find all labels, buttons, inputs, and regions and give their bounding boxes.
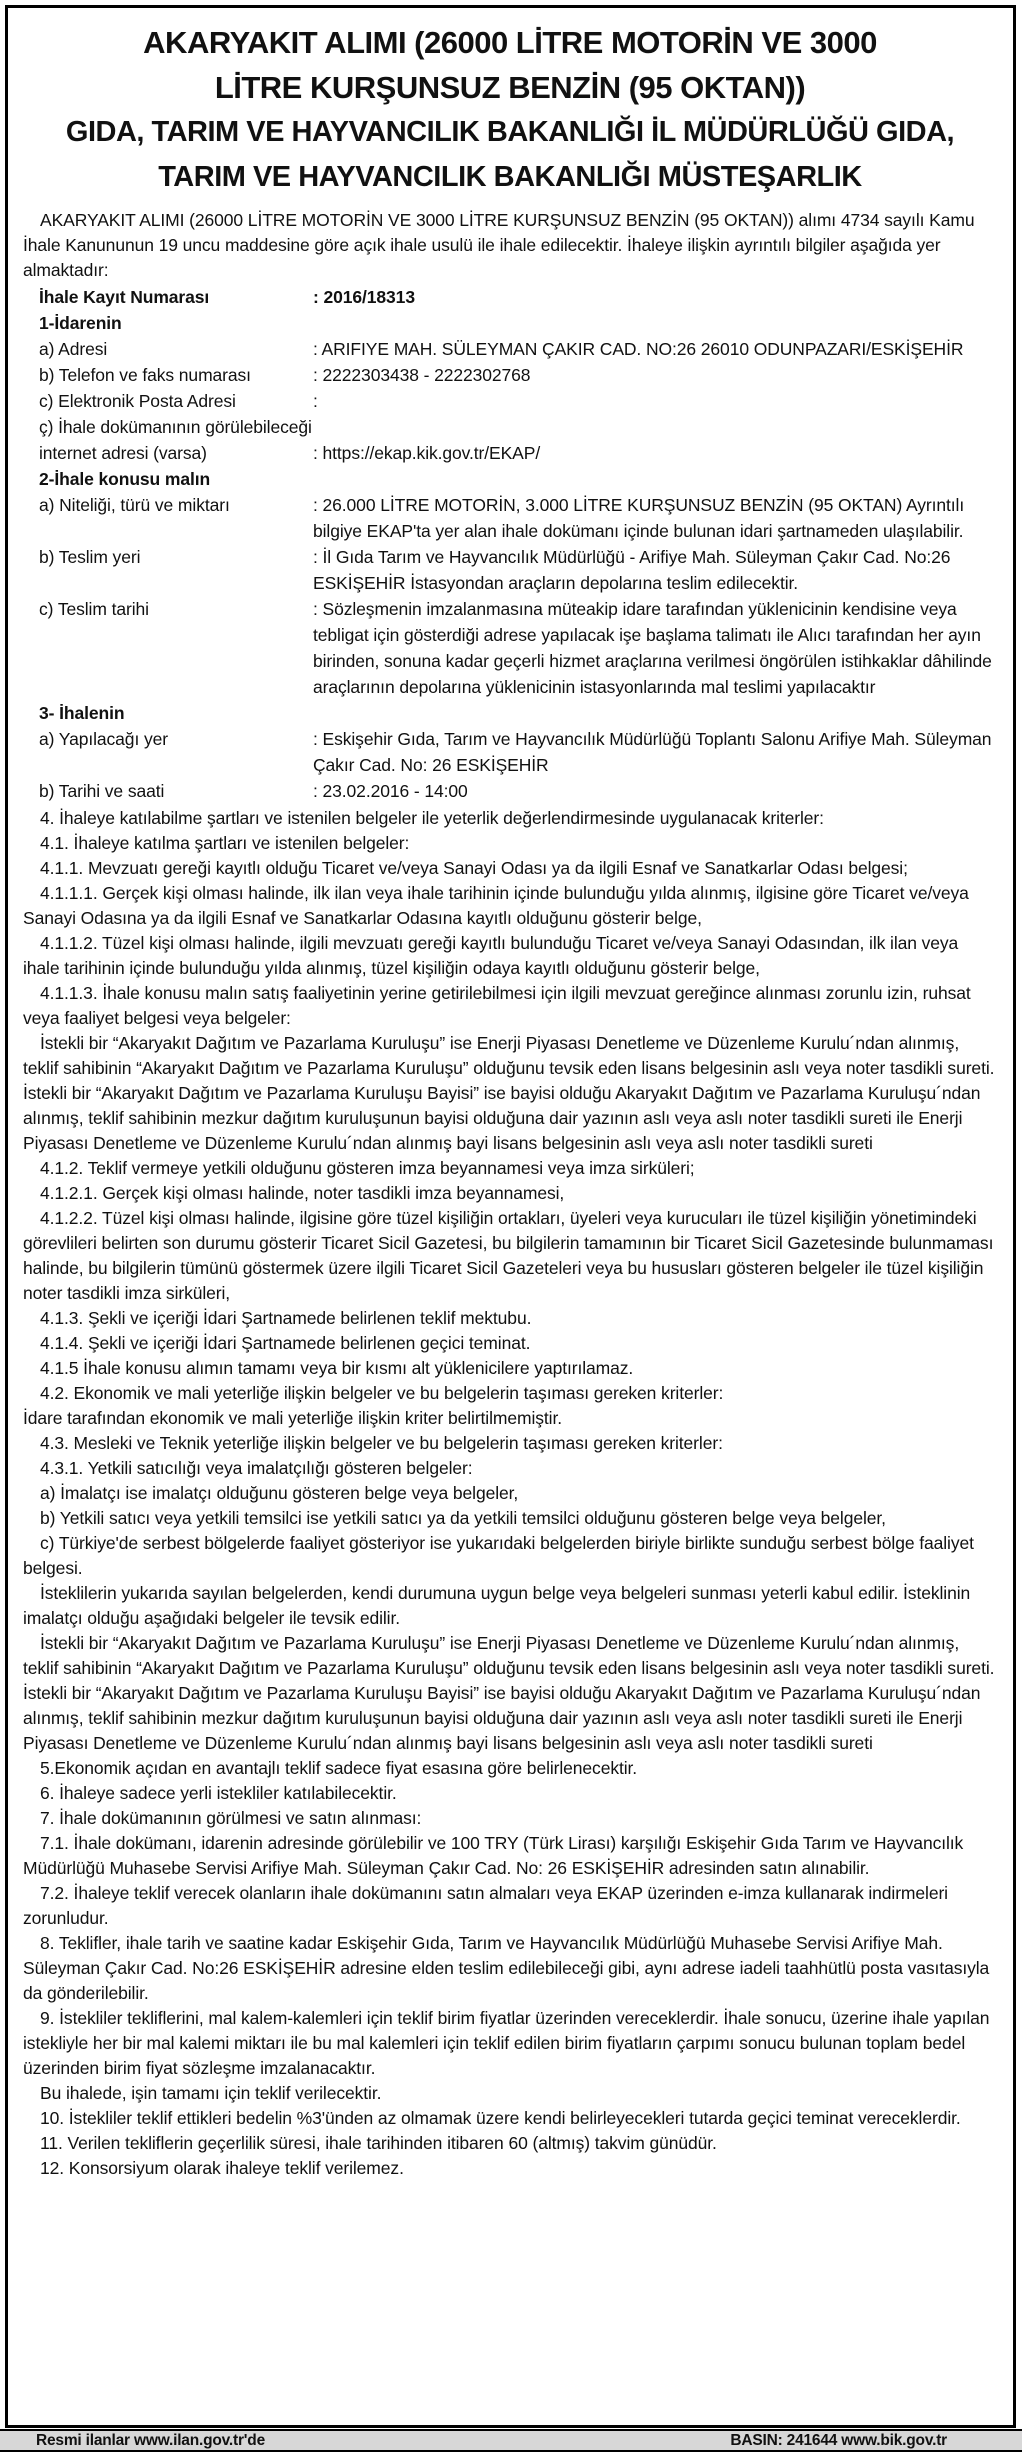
kv-label: internet adresi (varsa)	[39, 443, 207, 463]
kv-row-tender-datetime	[23, 778, 997, 804]
paragraph-4-1-2: 4.1.2. Teklif vermeye yetkili olduğunu gösteren imza beyannamesi veya imza sirküleri;	[40, 1158, 695, 1178]
kv-value	[313, 700, 997, 726]
paragraph-9: 9. İstekliler tekliflerini, mal kalem-kalemleri için teklif birim fiyatlar üzerinden vereceklerdir. İhale sonucu, üzerine ihale yapılan istekliyle her bir mal kalemi miktarı ile bu mal kalemleri için teklif edilen birim fiyatların çarpımı sonucu bulunan toplam bedel üzerinden birim fiyat sözleşme imzalanacaktır.	[23, 2008, 990, 2078]
footer-right-text: BASIN: 241644 www.bik.gov.tr	[730, 2431, 947, 2449]
intro-paragraph: AKARYAKIT ALIMI (26000 LİTRE MOTORİN VE 3000 LİTRE KURŞUNSUZ BENZİN (95 OKTAN)) alımı 4734 sayılı Kamu İhale Kanununun 19 uncu maddesine göre açık ihale usulü ile ihale edilecektir. İhaleye ilişkin ayrıntılı bilgiler aşağıda yer almaktadır:	[23, 210, 975, 280]
kv-label: b) Teslim yeri	[39, 547, 141, 567]
paragraph-4-1-5: 4.1.5 İhale konusu alımın tamamı veya bir kısmı alt yüklenicilere yaptırılamaz.	[40, 1358, 634, 1378]
paragraph-7: 7. İhale dokümanının görülmesi ve satın alınması:	[40, 1808, 422, 1828]
paragraph-5: 5.Ekonomik açıdan en avantajlı teklif sadece fiyat esasına göre belirlenecektir.	[40, 1758, 638, 1778]
kv-row-registry-number	[23, 284, 997, 310]
paragraph-4-1-1-3: 4.1.1.3. İhale konusu malın satış faaliyetinin yerine getirilebilmesi için ilgili mevzuat gereğince alınması zorunlu izin, ruhsat veya faaliyet belgesi veya belgeler:	[23, 983, 971, 1028]
kv-row-address	[23, 336, 997, 362]
key-value-block	[23, 284, 997, 804]
kv-row-delivery-date	[23, 596, 997, 700]
kv-value: : 2222303438 - 2222302768	[313, 365, 531, 385]
kv-value: : ARIFIYE MAH. SÜLEYMAN ÇAKIR CAD. NO:26 26010 ODUNPAZARI/ESKİŞEHİR	[313, 339, 964, 359]
body-block	[23, 806, 997, 2181]
paragraph-4-3-1-c: c) Türkiye'de serbest bölgelerde faaliyet gösteriyor ise yukarıdaki belgelerden biriyle birlikte sunduğu serbest bölge faaliyet belgesi.	[23, 1533, 974, 1578]
announcement-frame	[5, 5, 1016, 2428]
kv-value: : Sözleşmenin imzalanmasına müteakip idare tarafından yüklenicinin kendisine veya tebligat için gösterdiği adrese yapılacak işe başlama talimatı ile Alıcı tarafından her ayın birinden, sonuna kadar geçerli hizmet araçlarına verilmesi öngörülen istihkaklar dâhilinde araçlarının depolarına yüklenicinin istasyonlarında mal teslimi yapılacaktır	[313, 599, 992, 697]
footer-left-text: Resmi ilanlar www.ilan.gov.tr'de	[36, 2431, 265, 2449]
kv-value: : https://ekap.kik.gov.tr/EKAP/	[313, 443, 541, 463]
paragraph-license: İstekli bir “Akaryakıt Dağıtım ve Pazarlama Kuruluşu” ise Enerji Piyasası Denetleme ve Düzenleme Kurulu´ndan alınmış, teklif sahibinin “Akaryakıt Dağıtım ve Pazarlama Kuruluşu” olduğunu tevsik eden lisans belgesinin aslı veya noter tasdikli sureti. İstekli bir “Akaryakıt Dağıtım ve Pazarlama Kuruluşu Bayisi” ise bayisi olduğu Akaryakıt Dağıtım ve Pazarlama Kuruluşu´ndan alınmış, teklif sahibinin mezkur dağıtım kuruluşunun bayisi olduğuna dair yazının aslı veya aslı noter tasdikli sureti ile Enerji Piyasası Denetleme ve Düzenleme Kurulu´ndan alınmış bayi lisans belgesinin aslı veya aslı noter tasdikli sureti	[23, 1033, 995, 1153]
kv-row-phone-fax	[23, 362, 997, 388]
kv-section-idarenin	[23, 310, 997, 336]
paragraph-idare-kriter: İdare tarafından ekonomik ve mali yeterliğe ilişkin kriter belirtilmemiştir.	[23, 1408, 562, 1428]
paragraph-6: 6. İhaleye sadece yerli istekliler katılabilecektir.	[40, 1783, 397, 1803]
kv-label: a) Yapılacağı yer	[39, 729, 168, 749]
paragraph-4-3-1-a: a) İmalatçı ise imalatçı olduğunu gösteren belge veya belgeler,	[40, 1483, 519, 1503]
paragraph-7-1: 7.1. İhale dokümanı, idarenin adresinde görülebilir ve 100 TRY (Türk Lirası) karşılığı Eskişehir Gıda Tarım ve Hayvancılık Müdürlüğü Muhasebe Servisi Arifiye Mah. Süleyman Çakır Cad. No: 26 ESKİŞEHİR adresinden satın alınabilir.	[23, 1833, 964, 1878]
paragraph-4-1-1: 4.1.1. Mevzuatı gereği kayıtlı olduğu Ticaret ve/veya Sanayi Odası ya da ilgili Esnaf ve Sanatkarlar Odası belgesi;	[40, 858, 908, 878]
paragraph-4-1-4: 4.1.4. Şekli ve içeriği İdari Şartnamede belirlenen geçici teminat.	[40, 1333, 531, 1353]
paragraph-4-1: 4.1. İhaleye katılma şartları ve istenilen belgeler:	[40, 833, 410, 853]
kv-label: b) Telefon ve faks numarası	[39, 365, 251, 385]
kv-value: :	[313, 391, 318, 411]
title-line-3: GIDA, TARIM VE HAYVANCILIK BAKANLIĞI İL MÜDÜRLÜĞÜ GIDA,	[65, 116, 955, 148]
paragraph-4-1-2-1: 4.1.2.1. Gerçek kişi olması halinde, noter tasdikli imza beyannamesi,	[40, 1183, 565, 1203]
kv-label: ç) İhale dokümanının görülebileceği	[39, 417, 312, 437]
paragraph-4: 4. İhaleye katılabilme şartları ve istenilen belgeler ile yeterlik değerlendirmesinde uygulanacak kriterler:	[40, 808, 824, 828]
paragraph-bu-ihalede: Bu ihalede, işin tamamı için teklif verilecektir.	[40, 2083, 382, 2103]
kv-label: 3- İhalenin	[39, 703, 125, 723]
paragraph-4-1-1-2: 4.1.1.2. Tüzel kişi olması halinde, ilgili mevzuatı gereği kayıtlı bulunduğu Ticaret ve/veya Sanayi Odasından, ilk ilan veya ihale tarihinin içinde bulunduğu yılda alınmış, tüzel kişiliğin odaya kayıtlı olduğunu gösterir belge,	[23, 933, 959, 978]
kv-value	[313, 466, 997, 492]
kv-label: c) Teslim tarihi	[39, 599, 149, 619]
kv-value: : Eskişehir Gıda, Tarım ve Hayvancılık Müdürlüğü Toplantı Salonu Arifiye Mah. Süleyman Çakır Cad. No: 26 ESKİŞEHİR	[313, 729, 992, 775]
kv-label: a) Adresi	[39, 339, 108, 359]
kv-row-quantity	[23, 492, 997, 544]
kv-row-tender-place	[23, 726, 997, 778]
paragraph-12: 12. Konsorsiyum olarak ihaleye teklif verilemez.	[40, 2158, 404, 2178]
kv-label: 1-İdarenin	[39, 313, 122, 333]
paragraph-license-2: İstekli bir “Akaryakıt Dağıtım ve Pazarlama Kuruluşu” ise Enerji Piyasası Denetleme ve Düzenleme Kurulu´ndan alınmış, teklif sahibinin “Akaryakıt Dağıtım ve Pazarlama Kuruluşu” olduğunu tevsik eden lisans belgesinin aslı veya noter tasdikli sureti. İstekli bir “Akaryakıt Dağıtım ve Pazarlama Kuruluşu Bayisi” ise bayisi olduğu Akaryakıt Dağıtım ve Pazarlama Kuruluşu´ndan alınmış, teklif sahibinin mezkur dağıtım kuruluşunun bayisi olduğuna dair yazının aslı veya aslı noter tasdikli sureti ile Enerji Piyasası Denetleme ve Düzenleme Kurulu´ndan alınmış bayi lisans belgesinin aslı veya aslı noter tasdikli sureti	[23, 1633, 995, 1753]
kv-row-email	[23, 388, 997, 414]
paragraph-11: 11. Verilen tekliflerin geçerlilik süresi, ihale tarihinden itibaren 60 (altmış) takvim günüdür.	[40, 2133, 717, 2153]
footer-bar	[0, 2429, 1022, 2452]
paragraph-4-3-1: 4.3.1. Yetkili satıcılığı veya imalatçılığı gösteren belgeler:	[40, 1458, 473, 1478]
title-block	[23, 20, 997, 200]
kv-label: a) Niteliği, türü ve miktarı	[39, 495, 230, 515]
paragraph-4-1-1-1: 4.1.1.1. Gerçek kişi olması halinde, ilk ilan veya ihale tarihinin içinde bulunduğu yılda alınmış, ilgisine göre Ticaret ve/veya Sanayi Odasına ya da ilgili Esnaf ve Sanatkarlar Odasına kayıtlı olduğunu gösterir belge,	[23, 883, 969, 928]
kv-label: 2-İhale konusu malın	[39, 469, 211, 489]
kv-value	[313, 414, 997, 440]
title-line-1: AKARYAKIT ALIMI (26000 LİTRE MOTORİN VE 3000	[143, 25, 877, 60]
paragraph-4-2: 4.2. Ekonomik ve mali yeterliğe ilişkin belgeler ve bu belgelerin taşıması gereken kriterler:	[40, 1383, 724, 1403]
title-line-4: TARIM VE HAYVANCILIK BAKANLIĞI MÜSTEŞARLIK	[158, 161, 862, 193]
kv-row-document-viewable	[23, 414, 997, 440]
paragraph-4-3: 4.3. Mesleki ve Teknik yeterliğe ilişkin belgeler ve bu belgelerin taşıması gereken kriterler:	[40, 1433, 723, 1453]
kv-label: İhale Kayıt Numarası	[39, 287, 210, 307]
kv-value: : 23.02.2016 - 14:00	[313, 781, 468, 801]
kv-row-delivery-place	[23, 544, 997, 596]
paragraph-10: 10. İstekliler teklif ettikleri bedelin %3'ünden az olmamak üzere kendi belirleyecekleri tutarda geçici teminat vereceklerdir.	[40, 2108, 961, 2128]
paragraph-4-1-3: 4.1.3. Şekli ve içeriği İdari Şartnamede belirlenen teklif mektubu.	[40, 1308, 532, 1328]
paragraph-8: 8. Teklifler, ihale tarih ve saatine kadar Eskişehir Gıda, Tarım ve Hayvancılık Müdürlüğü Muhasebe Servisi Arifiye Mah. Süleyman Çakır Cad. No:26 ESKİŞEHİR adresine elden teslim edilebileceği gibi, aynı adrese iadeli taahhütlü posta vasıtasıyla da gönderilebilir.	[23, 1933, 990, 2003]
kv-value: : 26.000 LİTRE MOTORİN, 3.000 LİTRE KURŞUNSUZ BENZİN (95 OKTAN) Ayrıntılı bilgiye EKAP'ta yer alan ihale dokümanı içinde bulunan idari şartnameden ulaşılabilir.	[313, 495, 965, 541]
title-line-2: LİTRE KURŞUNSUZ BENZİN (95 OKTAN))	[214, 70, 806, 105]
kv-label: b) Tarihi ve saati	[39, 781, 165, 801]
paragraph-yeterli-kabul: İsteklilerin yukarıda sayılan belgelerden, kendi durumuna uygun belge veya belgeleri sunması yeterli kabul edilir. İsteklinin imalatçı olduğu aşağıdaki belgeler ile tevsik edilir.	[23, 1583, 971, 1628]
kv-section-ihalenin	[23, 700, 997, 726]
kv-value: : 2016/18313	[313, 287, 415, 307]
paragraph-4-1-2-2: 4.1.2.2. Tüzel kişi olması halinde, ilgisine göre tüzel kişiliğin ortakları, üyeleri veya kurucuları ile tüzel kişiliğin yönetimindeki görevlileri belirten son durumu gösterir Ticaret Sicil Gazetesi, bu bilgilerin tamamının bir Ticaret Sicil Gazetesinde bulunmaması halinde, bu bilgilerin tümünü göstermek üzere ilgili Ticaret Sicil Gazeteleri veya bu hususları gösteren belgeler ile tüzel kişiliğin noter tasdikli imza sirküleri,	[23, 1208, 994, 1303]
paragraph-4-3-1-b: b) Yetkili satıcı veya yetkili temsilci ise yetkili satıcı ya da yetkili temsilci olduğunu gösteren belge veya belgeler,	[40, 1508, 886, 1528]
kv-value: : İl Gıda Tarım ve Hayvancılık Müdürlüğü - Arifiye Mah. Süleyman Çakır Cad. No:26 ESKİŞEHİR İstasyondan araçların depolarına teslim edilecektir.	[313, 547, 951, 593]
kv-section-ihale-konusu	[23, 466, 997, 492]
kv-label: c) Elektronik Posta Adresi	[39, 391, 236, 411]
kv-row-internet-address	[23, 440, 997, 466]
kv-value	[313, 310, 997, 336]
paragraph-7-2: 7.2. İhaleye teklif verecek olanların ihale dokümanını satın almaları veya EKAP üzerinden e-imza kullanarak indirmeleri zorunludur.	[23, 1883, 948, 1928]
